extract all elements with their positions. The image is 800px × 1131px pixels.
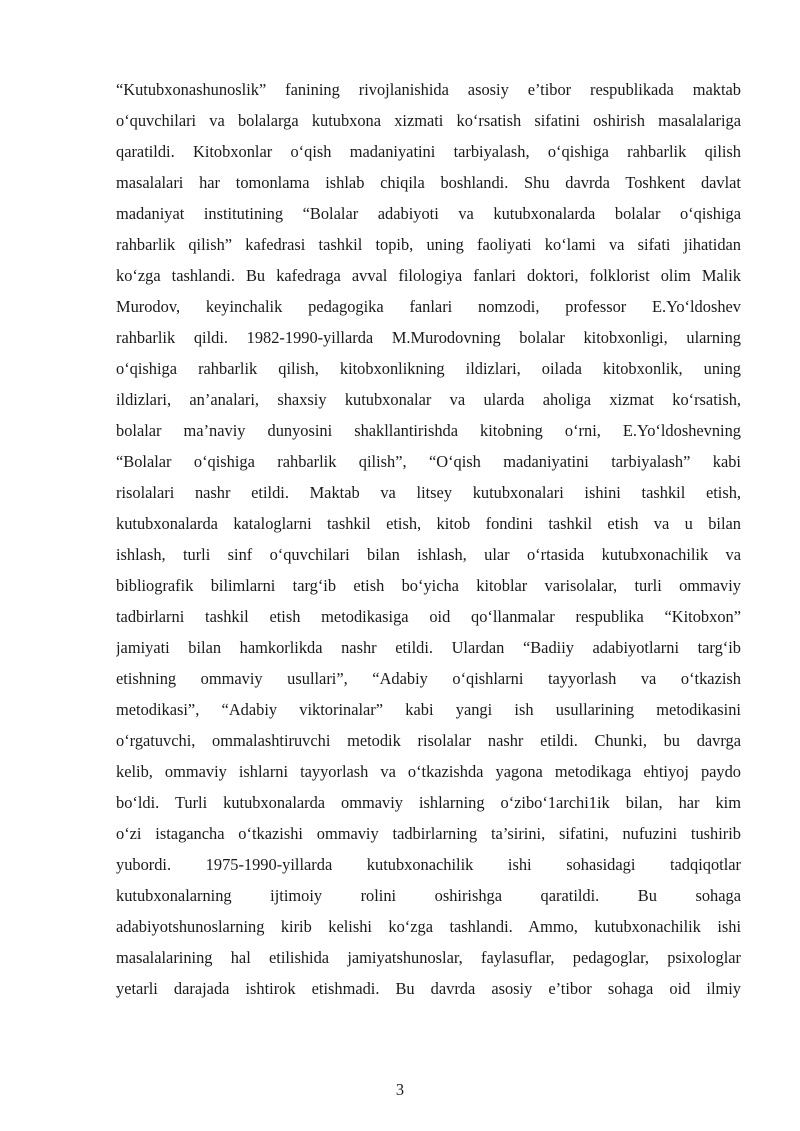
text-line: qaratildi. Kitobxonlar o‘qish madaniyatini tarbiyalash, o‘qishiga rahbarlik qilish [116, 142, 741, 161]
text-line: yubordi. 1975-1990-yillarda kutubxonachilik ishi sohasidagi tadqiqotlar [116, 855, 741, 874]
text-line: ko‘zga tashlandi. Bu kafedraga avval filologiya fanlari doktori, folklorist olim Malik [116, 266, 741, 285]
text-line: rahbarlik qildi. 1982-1990-yillarda M.Murodovning bolalar kitobxonligi, ularning [116, 328, 741, 347]
text-line: rahbarlik qilish” kafedrasi tashkil topib, uning faoliyati ko‘lami va sifati jihatidan [116, 235, 741, 254]
text-line: o‘rgatuvchi, ommalashtiruvchi metodik risolalar nashr etildi. Chunki, bu davrga [116, 731, 741, 750]
text-line: ildizlari, an’analari, shaxsiy kutubxonalar va ularda aholiga xizmat ko‘rsatish, [116, 390, 741, 409]
text-line: jamiyati bilan hamkorlikda nashr etildi. Ulardan “Badiiy adabiyotlarni targ‘ib [116, 638, 741, 657]
text-line: o‘quvchilari va bolalarga kutubxona xizmati ko‘rsatish sifatini oshirish masalalariga [116, 111, 741, 130]
text-line: risolalari nashr etildi. Maktab va litsey kutubxonalari ishini tashkil etish, [116, 483, 741, 502]
text-line: metodikasi”, “Adabiy viktorinalar” kabi yangi ish usullarining metodikasini [116, 700, 741, 719]
text-line: masalalari har tomonlama ishlab chiqila boshlandi. Shu davrda Toshkent davlat [116, 173, 741, 192]
text-line: yetarli darajada ishtirok etishmadi. Bu davrda asosiy e’tibor sohaga oid ilmiy [116, 979, 741, 998]
text-line: ishlash, turli sinf o‘quvchilari bilan ishlash, ular o‘rtasida kutubxonachilik va [116, 545, 741, 564]
text-line: bibliografik bilimlarni targ‘ib etish bo‘yicha kitoblar varisolalar, turli ommaviy [116, 576, 741, 595]
text-line: madaniyat institutining “Bolalar adabiyoti va kutubxonalarda bolalar o‘qishiga [116, 204, 741, 223]
text-line: o‘qishiga rahbarlik qilish, kitobxonlikning ildizlari, oilada kitobxonlik, uning [116, 359, 741, 378]
text-line: “Kutubxonashunoslik” fanining rivojlanishida asosiy e’tibor respublikada maktab [116, 80, 741, 99]
text-line: o‘zi istagancha o‘tkazishi ommaviy tadbirlarning ta’sirini, sifatini, nufuzini tushirib [116, 824, 741, 843]
text-line: Murodov, keyinchalik pedagogika fanlari nomzodi, professor E.Yo‘ldoshev [116, 297, 741, 316]
text-line: kutubxonalarning ijtimoiy rolini oshirishga qaratildi. Bu sohaga [116, 886, 741, 905]
text-line: tadbirlarni tashkil etish metodikasiga oid qo‘llanmalar respublika “Kitobxon” [116, 607, 741, 626]
text-line: bo‘ldi. Turli kutubxonalarda ommaviy ishlarning o‘zibo‘1archi1ik bilan, har kim [116, 793, 741, 812]
text-line: adabiyotshunoslarning kirib kelishi ko‘zga tashlandi. Ammo, kutubxonachilik ishi [116, 917, 741, 936]
text-line: kelib, ommaviy ishlarni tayyorlash va o‘tkazishda yagona metodikaga ehtiyoj paydo [116, 762, 741, 781]
text-line: etishning ommaviy usullari”, “Adabiy o‘qishlarni tayyorlash va o‘tkazish [116, 669, 741, 688]
page-number: 3 [395, 1080, 405, 1099]
text-line: masalalarining hal etilishida jamiyatshunoslar, faylasuflar, pedagoglar, psixologlar [116, 948, 741, 967]
body-paragraph [116, 74, 741, 1004]
text-line: kutubxonalarda kataloglarni tashkil etish, kitob fondini tashkil etish va u bilan [116, 514, 741, 533]
text-line: bolalar ma’naviy dunyosini shakllantirishda kitobning o‘rni, E.Yo‘ldoshevning [116, 421, 741, 440]
text-line: “Bolalar o‘qishiga rahbarlik qilish”, “O‘qish madaniyatini tarbiyalash” kabi [116, 452, 741, 471]
